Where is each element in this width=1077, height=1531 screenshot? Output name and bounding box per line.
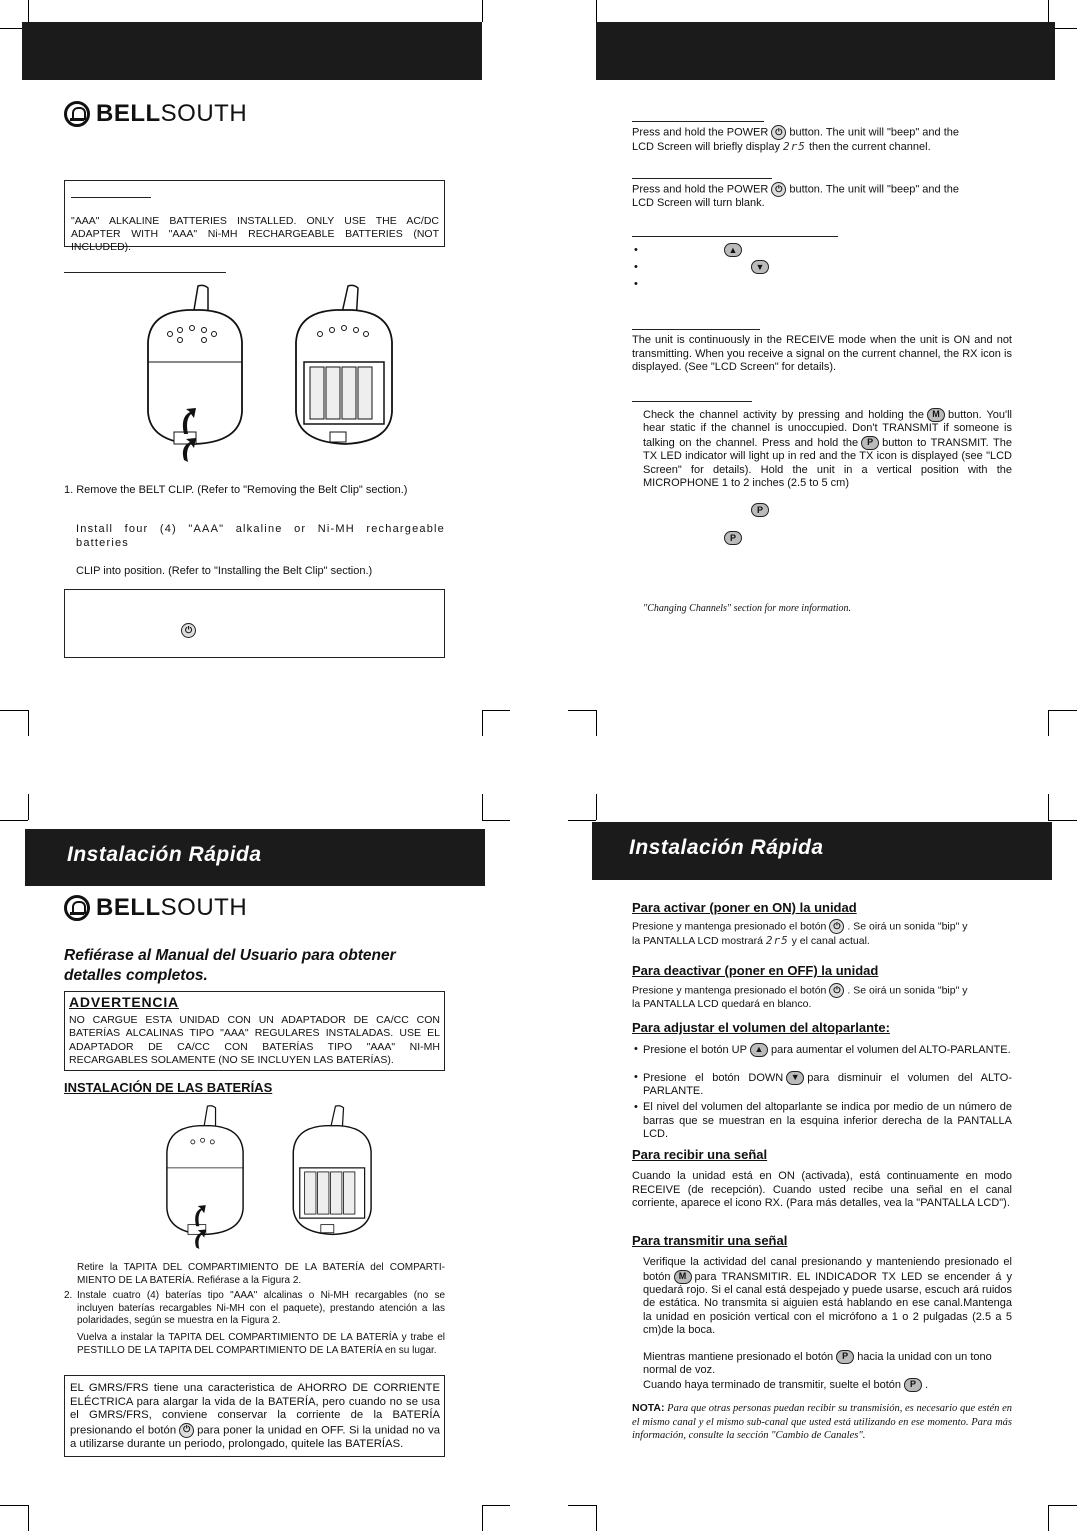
- battery-heading: INSTALACIÓN DE LAS BATERÍAS: [64, 1080, 273, 1095]
- step-2: Install four (4) "AAA" alkaline or Ni-MH rechargeable batteries: [76, 523, 445, 549]
- power-icon: ⏻: [771, 125, 786, 140]
- ptt-icon: P: [751, 503, 769, 517]
- crop-mark: [1048, 1505, 1077, 1506]
- heading-power-off: Para deactivar (poner en OFF) la unidad: [632, 963, 879, 978]
- crop-mark: [482, 820, 510, 821]
- transmit-hold-text: Mientras mantiene presionado el botón P hacia la unidad con un tono normal de voz.: [643, 1350, 992, 1377]
- lcd-display: 2r5: [765, 934, 789, 947]
- warning-box: [64, 180, 445, 253]
- power-save-box: [64, 589, 445, 658]
- step-2: Instale cuatro (4) baterías tipo "AAA" alcalinas o Ni-MH recargables (no se incluyen baterías recargables Ni-MH con el paquete), prestando atención a las polaridades, según se muestra en la Figura 2.: [77, 1290, 445, 1326]
- crop-mark: [28, 1505, 29, 1531]
- power-icon: ⏻: [829, 983, 844, 998]
- mode-icon: M: [674, 1270, 692, 1284]
- crop-mark: [28, 0, 29, 22]
- crop-mark: [568, 820, 596, 821]
- ptt-icon: P: [724, 531, 742, 545]
- bullet: •: [634, 1071, 638, 1083]
- crop-mark: [596, 794, 597, 820]
- crop-mark: [1048, 820, 1077, 821]
- power-icon: ⏻: [771, 182, 786, 197]
- crop-mark: [0, 820, 28, 821]
- crop-mark: [1048, 710, 1077, 711]
- bell-icon: [64, 895, 90, 921]
- up-icon: ▲: [750, 1043, 768, 1057]
- crop-mark: [568, 1505, 596, 1506]
- power-off-text: Presione y mantenga presionado el botón ⏻ . Se oirá un sonida "bip" y la PANTALLA LCD quedará en blanco.: [632, 984, 968, 1010]
- receive-text: The unit is continuously in the RECEIVE mode when the unit is ON and not transmitting. When you receive a signal on the current channel, the RX icon is displayed. (See "LCD Screen" for details).: [632, 334, 1012, 373]
- heading-volume: Para adjustar el volumen del altoparlante:: [632, 1020, 890, 1035]
- crop-mark: [482, 0, 483, 22]
- down-icon: ▼: [786, 1071, 804, 1085]
- radio-back-illustration: [160, 1103, 250, 1253]
- section-rule: [64, 272, 226, 273]
- step-1: Retire la TAPITA DEL COMPARTIMIENTO DE LA BATERÍA del COMPARTI-MIENTO DE LA BATERÍA. Refiérase a la Figura 2.: [77, 1262, 445, 1286]
- note-label: NOTA:: [632, 1402, 665, 1414]
- step-3: Vuelva a instalar la TAPITA DEL COMPARTIMIENTO DE LA BATERÍA y trabe el PESTILLO DE LA TAPITA DEL COMPARTIMIENTO DE LA BATERÍA en su lugar.: [77, 1332, 445, 1356]
- step-1: 1. Remove the BELT CLIP. (Refer to "Removing the Belt Clip" section.): [64, 484, 408, 496]
- radio-back-illustration: [140, 282, 250, 467]
- crop-mark: [482, 710, 510, 711]
- warning-text: "AAA" ALKALINE BATTERIES INSTALLED. ONLY USE THE AC/DC ADAPTER WITH "AAA" Ni-MH RECHARGEABLE BATTERIES (NOT INCLUDED).: [71, 215, 439, 253]
- crop-mark: [0, 710, 28, 711]
- power-save-text: EL GMRS/FRS tiene una caracteristica de AHORRO DE CORRIENTE ELÉCTRICA para alargar la vida de la BATERÍA, pero cuando no se usa el GMRS/FRS, conviene conservar la corriente de la BATERÍA presionando el botón ⏻ para poner la unidad en OFF. Si la unidad no va a utilizarse durante un periodo, prolongado, quitele las BATERÍAS.: [70, 1382, 440, 1450]
- bullet: •: [634, 278, 638, 290]
- heading-receive: Para recibir una señal: [632, 1147, 768, 1162]
- transmit-text: Verifique la actividad del canal presionando y manteniendo presionado el botón M para TRANSMITIR. EL INDICADOR TX LED se encender á y quedará rojo. Si el canal está despejado y puede usarse, escuch ará ruidos de estática. No transmita si aiguien está hablando en ese canal.Mantenga la unidad en posición vertical con el micrófono a 1 o 2 pulgadas (2.5 a 5 cm)de la boca.: [643, 1256, 1012, 1337]
- heading-transmit: Para transmitir una señal: [632, 1233, 788, 1248]
- up-icon: ▲: [724, 243, 742, 257]
- lcd-display: 2r5: [783, 140, 806, 153]
- ptt-icon: P: [836, 1350, 854, 1364]
- warning-box: [64, 991, 445, 1071]
- crop-mark: [568, 710, 596, 711]
- crop-mark: [596, 1505, 597, 1531]
- volume-level-text: El nivel del volumen del altoparlante se indica por medio de un número de barras que se muestran en la esquina inferior derecha de la PANTALLA LCD.: [643, 1101, 1012, 1140]
- crop-mark: [1048, 710, 1049, 736]
- transmit-release-text: Cuando haya terminado de transmitir, suelte el botón P .: [643, 1378, 929, 1391]
- intro-text: Refiérase al Manual del Usuario para obtener detalles completos.: [64, 947, 396, 984]
- down-icon: ▼: [751, 260, 769, 274]
- crop-mark: [482, 710, 483, 736]
- crop-mark: [596, 0, 597, 22]
- receive-rule: [632, 329, 760, 330]
- crop-mark: [482, 1505, 510, 1506]
- power-on-rule: [632, 121, 764, 122]
- page-title: Instalación Rápida: [629, 836, 824, 859]
- page-title: Instalación Rápida: [67, 843, 262, 866]
- crop-mark: [1048, 0, 1049, 22]
- note-text: "Changing Channels" section for more information.: [643, 603, 852, 614]
- power-icon: ⏻: [179, 1423, 194, 1438]
- mode-icon: M: [927, 408, 945, 422]
- crop-mark: [482, 1505, 483, 1531]
- crop-mark: [28, 794, 29, 820]
- brand-light: SOUTH: [160, 894, 248, 921]
- volume-down-text: Presione el botón DOWN ▼ para disminuir el volumen del ALTO-PARLANTE.: [643, 1071, 1013, 1098]
- crop-mark: [28, 710, 29, 736]
- power-on-text: Press and hold the POWER ⏻ button. The unit will "beep" and the LCD Screen will briefly display 2r5 then the current channel.: [632, 126, 960, 153]
- bullet: •: [634, 1043, 638, 1055]
- bullet: •: [634, 1101, 638, 1113]
- step-3: CLIP into position. (Refer to "Installing the Belt Clip" section.): [76, 565, 373, 577]
- power-off-rule: [632, 178, 772, 179]
- power-icon: ⏻: [829, 919, 844, 934]
- bellsouth-logo: [64, 100, 247, 128]
- heading-power-on: Para activar (poner en ON) la unidad: [632, 900, 857, 915]
- crop-mark: [1055, 28, 1077, 29]
- crop-mark: [482, 794, 483, 820]
- ptt-icon: P: [861, 436, 879, 450]
- brand-bold: BELL: [96, 894, 161, 921]
- volume-up-text: Presione el botón UP ▲ para aumentar el volumen del ALTO-PARLANTE.: [643, 1043, 1011, 1056]
- volume-rule: [632, 236, 838, 237]
- ptt-icon: P: [904, 1378, 922, 1392]
- crop-mark: [596, 710, 597, 736]
- radio-open-illustration: [288, 1103, 378, 1253]
- bell-icon: [64, 101, 90, 127]
- bellsouth-logo: [64, 894, 247, 922]
- radio-open-illustration: [290, 282, 400, 467]
- crop-mark: [1048, 1505, 1049, 1531]
- header-band: [22, 22, 482, 80]
- receive-text: Cuando la unidad está en ON (activada), está continuamente en modo RECEIVE (de recepción). Cuando usted recibe una señal en el canal corriente, aparece el icono RX. (Para más detalles, vea la "PANTALLA LCD").: [632, 1170, 1012, 1209]
- brand-bold: BELL: [96, 100, 161, 127]
- warning-text: NO CARGUE ESTA UNIDAD CON UN ADAPTADOR DE CA/CC CON BATERÍAS ALCALINAS TIPO "AAA" REGULARES INSTALADAS. USE EL ADAPTADOR DE CA/CC CON BATERÍAS TIPO "AAA" NI-MH RECARGABLES SOLAMENTE (NO SE INCLUYEN LAS BATERÍAS).: [69, 1014, 440, 1066]
- transmit-text: Check the channel activity by pressing and holding the M button. You'll hear static if the channel is unoccupied. Don't TRANSMIT if someone is talking on the channel. Press and hold the P button to TRANSMIT. The TX LED indicator will light up in red and the TX icon is displayed (see "LCD Screen" for details). Hold the unit in a vertical position with the MICROPHONE 1 to 2 inches (2.5 to 5 cm): [643, 408, 1012, 490]
- header-band: [592, 822, 1052, 880]
- power-save-box: [64, 1375, 445, 1457]
- bullet: •: [634, 261, 638, 273]
- power-on-text: Presione y mantenga presionado el botón ⏻ . Se oirá un sonida "bip" y la PANTALLA LCD mostrará 2r5 y el canal actual.: [632, 920, 968, 947]
- warning-rule: [71, 197, 151, 198]
- power-icon: ⏻: [181, 623, 196, 638]
- crop-mark: [1048, 794, 1049, 820]
- header-band: [596, 22, 1055, 80]
- crop-mark: [0, 28, 22, 29]
- step-2-number: 2.: [64, 1290, 73, 1301]
- power-off-text: Press and hold the POWER ⏻ button. The unit will "beep" and the LCD Screen will turn blank.: [632, 183, 960, 209]
- note-text: NOTA: Para que otras personas puedan recibir su transmisión, es necesario que estén en el mismo canal y el mismo sub-canal que usted está utilizando en ese momento. Para más información, consulte la sección "Cambio de Canales".: [632, 1402, 1012, 1441]
- brand-light: SOUTH: [160, 100, 248, 127]
- transmit-rule: [632, 401, 752, 402]
- bullet: •: [634, 244, 638, 256]
- warning-title: ADVERTENCIA: [69, 994, 179, 1010]
- crop-mark: [0, 1505, 28, 1506]
- header-band: [25, 829, 485, 886]
